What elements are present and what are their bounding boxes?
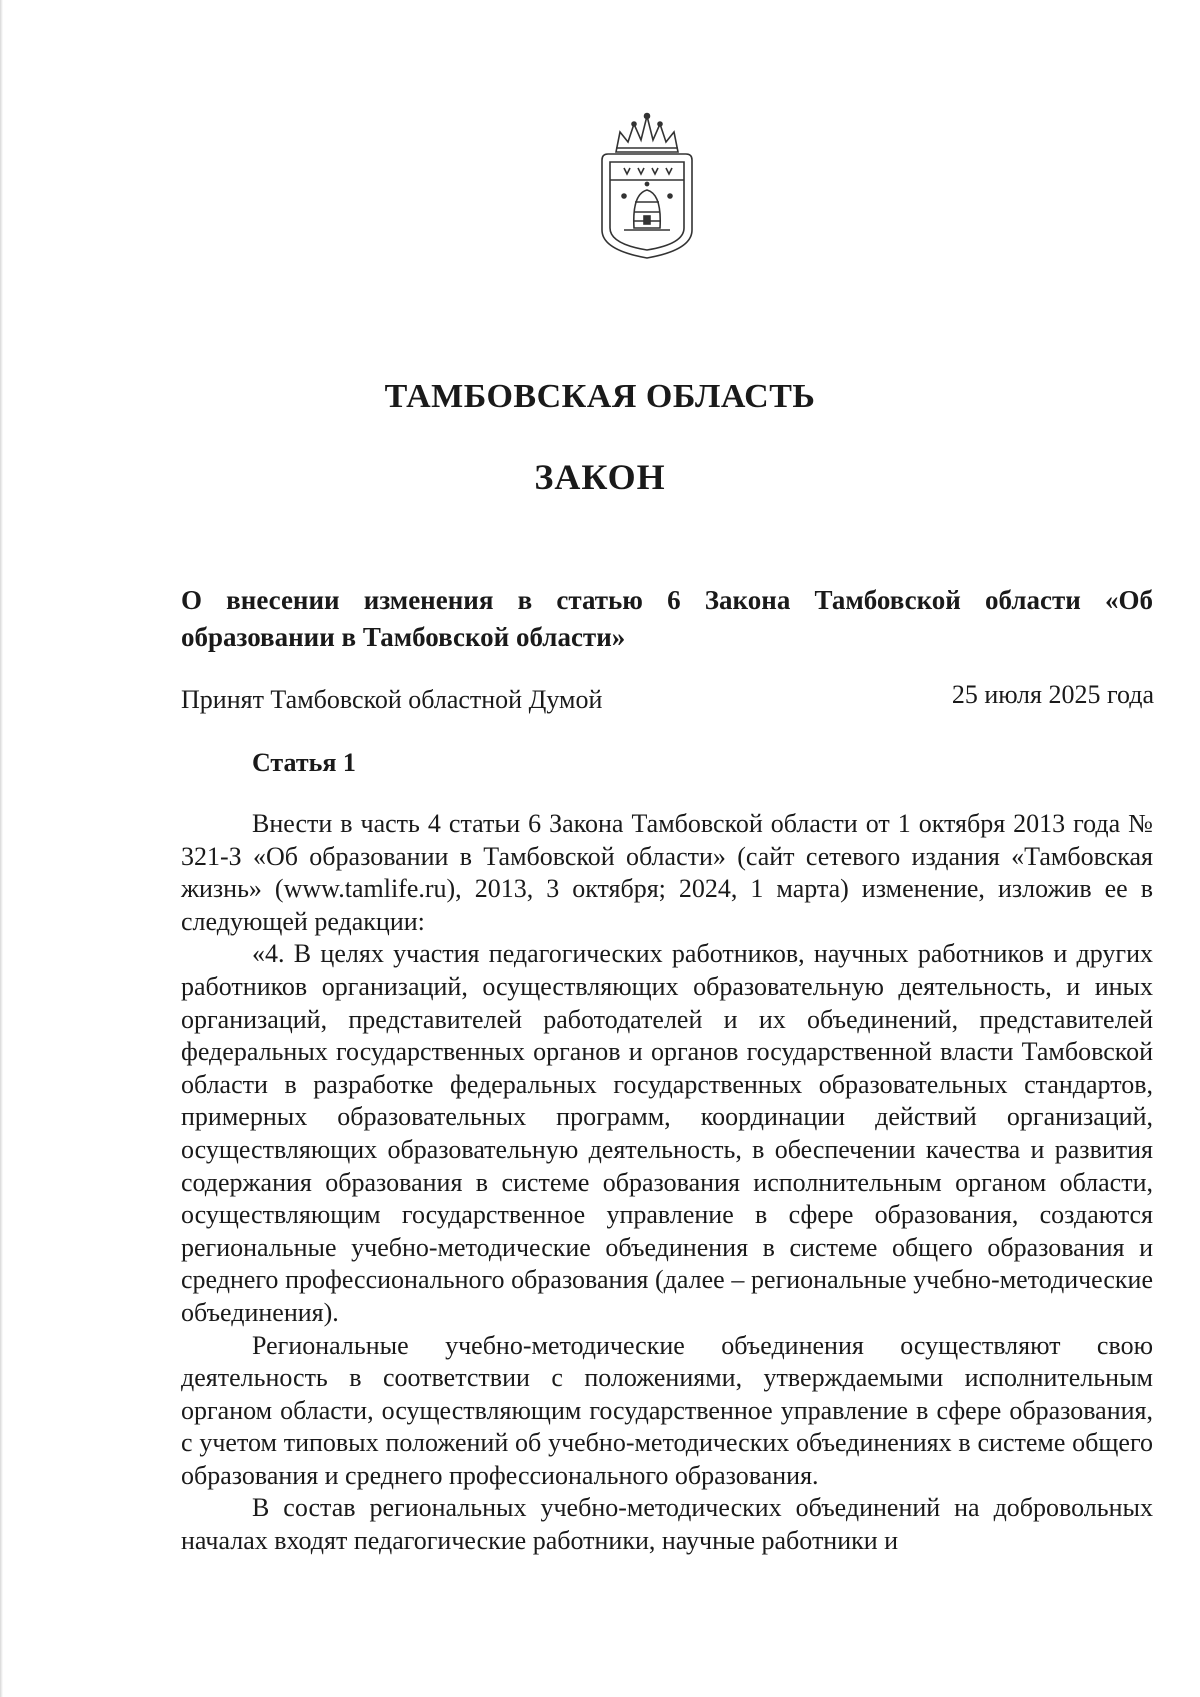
region-name: ТАМБОВСКАЯ ОБЛАСТЬ xyxy=(384,378,816,415)
paragraph: «4. В целях участия педагогических работников, научных работников и других работников организаций, осуществляющих образовательную деятельность, и иных организаций, представителей работодателей и их объединений, представителей федеральных государственных органов и органов государственной власти Тамбовской области в разработке федеральных государственных образовательных стандартов, примерных образовательных программ, координации действий организаций, осуществляющих образовательную деятельность, в обеспечении качества и развития содержания образования в системе образования исполнительным органом области, осуществляющим государственное управление в сфере образования, создаются региональные учебно-методические объединения в системе общего образования и среднего профессионального образования (далее – региональные учебно-методические объединения). xyxy=(181,939,1153,1327)
article-heading: Статья 1 xyxy=(252,748,356,777)
law-title: О внесении изменения в статью 6 Закона Тамбовской области «Об образовании в Тамбовской области» xyxy=(181,585,1153,652)
tambov-coat-of-arms-icon xyxy=(594,110,700,260)
paragraph: Региональные учебно-методические объединения осуществляют свою деятельность в соответствии с положениями, утверждаемыми исполнительным органом области, осуществляющим государственное управление в сфере образования, с учетом типовых положений об учебно-методических объединениях в системе общего образования и среднего профессионального образования. xyxy=(181,1330,1153,1490)
paragraph: Внести в часть 4 статьи 6 Закона Тамбовской области от 1 октября 2013 года № 321-З «Об образовании в Тамбовской области» (сайт сетевого издания «Тамбовская жизнь» (www.tamlife.ru), 2013, 3 октября; 2024, 1 марта) изменение, изложив ее в следующей редакции: xyxy=(181,809,1153,936)
scan-edge xyxy=(0,0,3,1697)
article-body xyxy=(181,808,1153,1558)
paragraph: В состав региональных учебно-методических объединений на добровольных началах входят педагогические работники, научные работники и xyxy=(181,1493,1153,1556)
document-type: ЗАКОН xyxy=(534,457,666,497)
adopted-date: 25 июля 2025 года xyxy=(951,680,1154,709)
adopted-by: Принят Тамбовской областной Думой xyxy=(181,685,603,714)
